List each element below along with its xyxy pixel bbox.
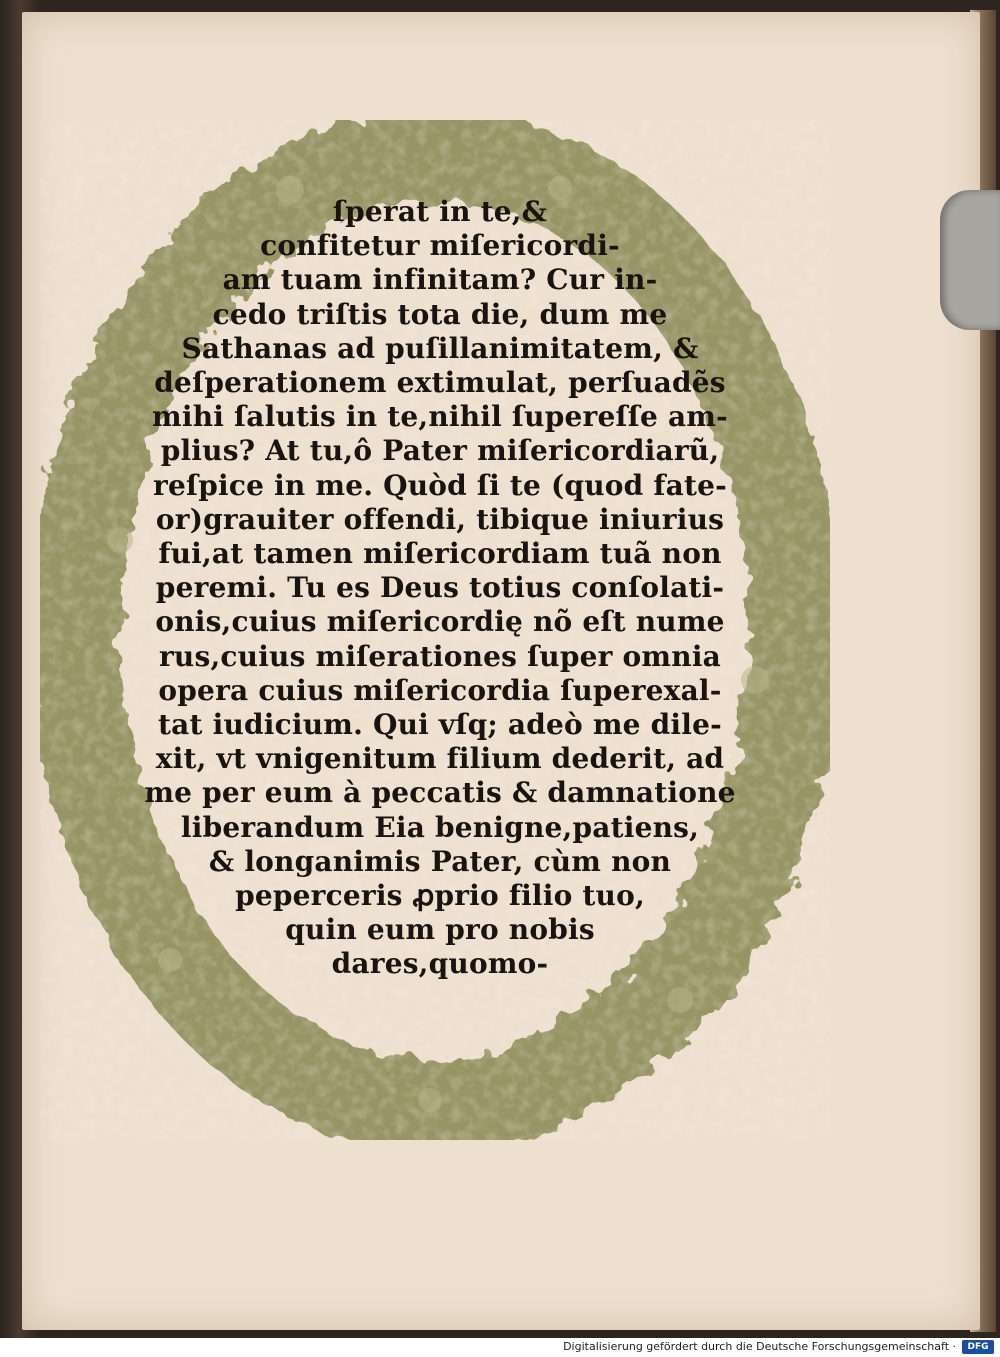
text-line: peremi. Tu es Deus totius conſolati- (155, 571, 725, 605)
text-line: rus,cuius miſerationes ſuper omnia (158, 639, 721, 673)
text-line: tat iudicium. Qui vſq; adeò me dile- (158, 708, 722, 742)
text-line: xit, vt vnigenitum filium dederit, ad (155, 742, 725, 776)
footer-bar (0, 1338, 1000, 1357)
text-line: me per eum à peccatis & damnatione (144, 776, 736, 810)
text-line: or)grauiter offendi, tibique iniurius (155, 502, 725, 536)
page-text-block (140, 195, 740, 982)
text-line: quin eum pro nobis (285, 913, 595, 947)
footer-credit: Digitalisierung gefördert durch die Deutsche Forschungsgemeinschaft · (563, 1340, 956, 1353)
text-line: & longanimis Pater, cùm non (208, 844, 672, 878)
text-line: confitetur miſericordi- (260, 229, 620, 263)
text-line: liberandum Eia benigne,patiens, (180, 810, 700, 844)
text-line: peperceris ꝓprio filio tuo, (235, 879, 645, 913)
text-line: Sathanas ad puſillanimitatem, & (181, 331, 699, 365)
text-line: reſpice in me. Quòd ſi te (quod fate- (153, 468, 727, 502)
text-line: onis,cuius miſericordię nõ eſt nume (155, 605, 725, 639)
text-line: cedo triſtis tota die, dum me (212, 297, 668, 331)
text-line: am tuam infinitam? Cur in- (222, 263, 658, 297)
dfg-logo: DFG (962, 1340, 994, 1354)
text-line: mihi ſalutis in te,nihil ſupereſſe am- (152, 400, 728, 434)
text-line: fui,at tamen miſericordiam tuã non (158, 537, 722, 571)
text-line: dares,quomo- (331, 947, 549, 981)
text-line: plius? At tu,ô Pater miſericordiarũ, (160, 434, 720, 468)
page-clip (940, 190, 1000, 330)
text-line: ſperat in te,& (332, 195, 548, 228)
text-line: opera cuius miſericordia ſuperexal- (158, 673, 722, 707)
text-line: deſperationem extimulat, perſuadẽs (154, 366, 726, 400)
